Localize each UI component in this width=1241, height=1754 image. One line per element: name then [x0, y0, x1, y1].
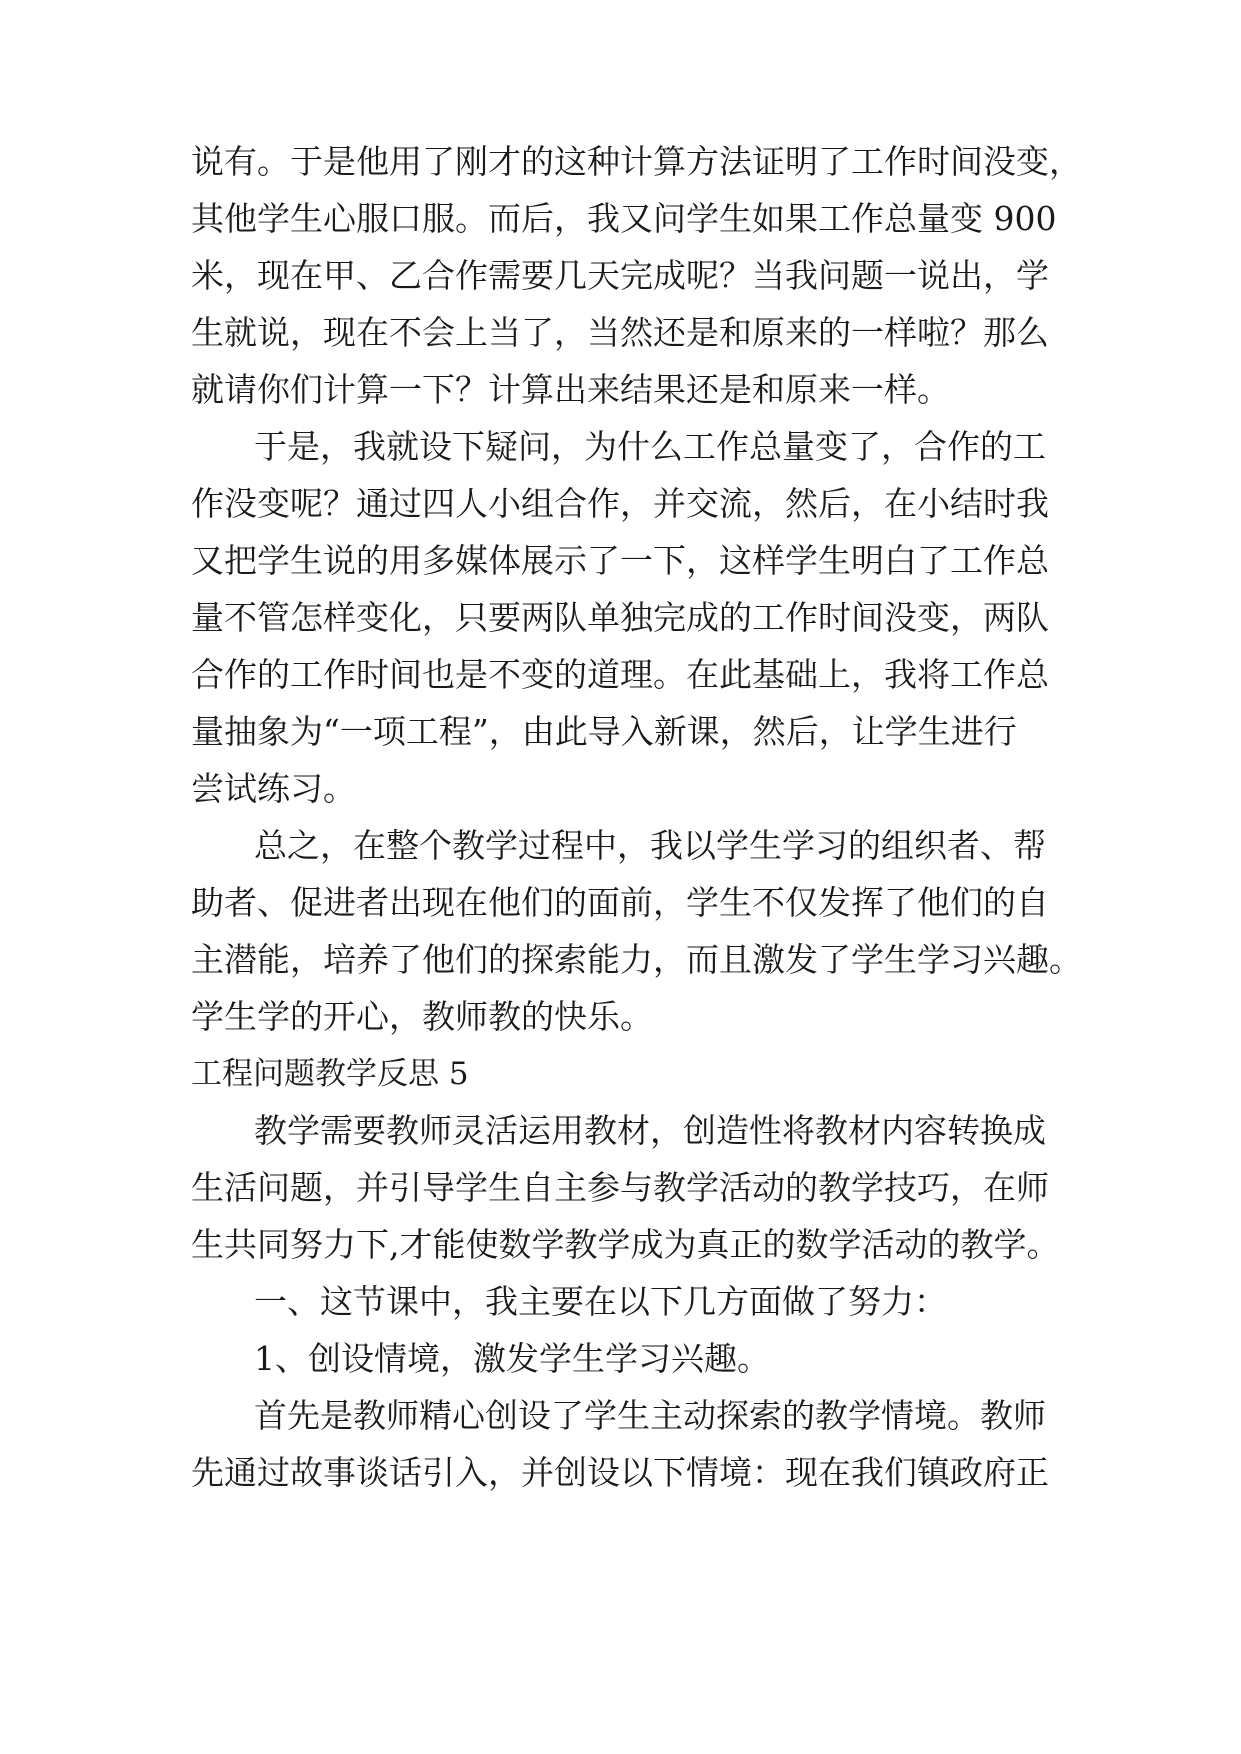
paragraph-first-line: 1、创设情境，激发学生学习兴趣。: [254, 1339, 770, 1378]
text-line: 作没变呢？通过四人小组合作，并交流，然后，在小结时我: [191, 484, 1049, 523]
paragraph-first-line: 教学需要教师灵活运用教材，创造性将教材内容转换成: [254, 1111, 1046, 1150]
paragraph-first-line: 于是，我就设下疑问，为什么工作总量变了，合作的工: [254, 427, 1046, 466]
text-line: 说有。于是他用了刚才的这种计算方法证明了工作时间没变，: [191, 142, 1082, 181]
text-line: 量不管怎样变化，只要两队单独完成的工作时间没变，两队: [191, 598, 1049, 637]
text-line: 助者、促进者出现在他们的面前，学生不仅发挥了他们的自: [191, 883, 1049, 922]
section-heading: 工程问题教学反思 5: [191, 1056, 469, 1092]
text-line: 生活问题，并引导学生自主参与教学活动的教学技巧，在师: [191, 1168, 1049, 1207]
paragraph-first-line: 总之，在整个教学过程中，我以学生学习的组织者、帮: [254, 826, 1046, 865]
text-line: 就请你们计算一下？计算出来结果还是和原来一样。: [191, 370, 950, 409]
text-line: 合作的工作时间也是不变的道理。在此基础上，我将工作总: [191, 655, 1049, 694]
text-line: 先通过故事谈话引入，并创设以下情境：现在我们镇政府正: [191, 1453, 1049, 1492]
text-line: 其他学生心服口服。而后，我又问学生如果工作总量变 900: [191, 199, 1057, 238]
text-line: 米，现在甲、乙合作需要几天完成呢？当我问题一说出，学: [191, 256, 1049, 295]
text-line: 学生学的开心，教师教的快乐。: [191, 997, 653, 1036]
text-line: 又把学生说的用多媒体展示了一下，这样学生明白了工作总: [191, 541, 1049, 580]
text-line: 量抽象为“一项工程”，由此导入新课，然后，让学生进行: [191, 712, 1017, 751]
text-line: 生就说，现在不会上当了，当然还是和原来的一样啦？那么: [191, 313, 1049, 352]
paragraph-first-line: 首先是教师精心创设了学生主动探索的教学情境。教师: [254, 1396, 1046, 1435]
paragraph-first-line: 一、这节课中，我主要在以下几方面做了努力：: [254, 1282, 947, 1321]
text-line: 生共同努力下,才能使数学教学成为真正的数学活动的教学。: [191, 1225, 1060, 1264]
text-line: 尝试练习。: [191, 769, 356, 808]
text-line: 主潜能，培养了他们的探索能力，而且激发了学生学习兴趣。: [191, 940, 1082, 979]
